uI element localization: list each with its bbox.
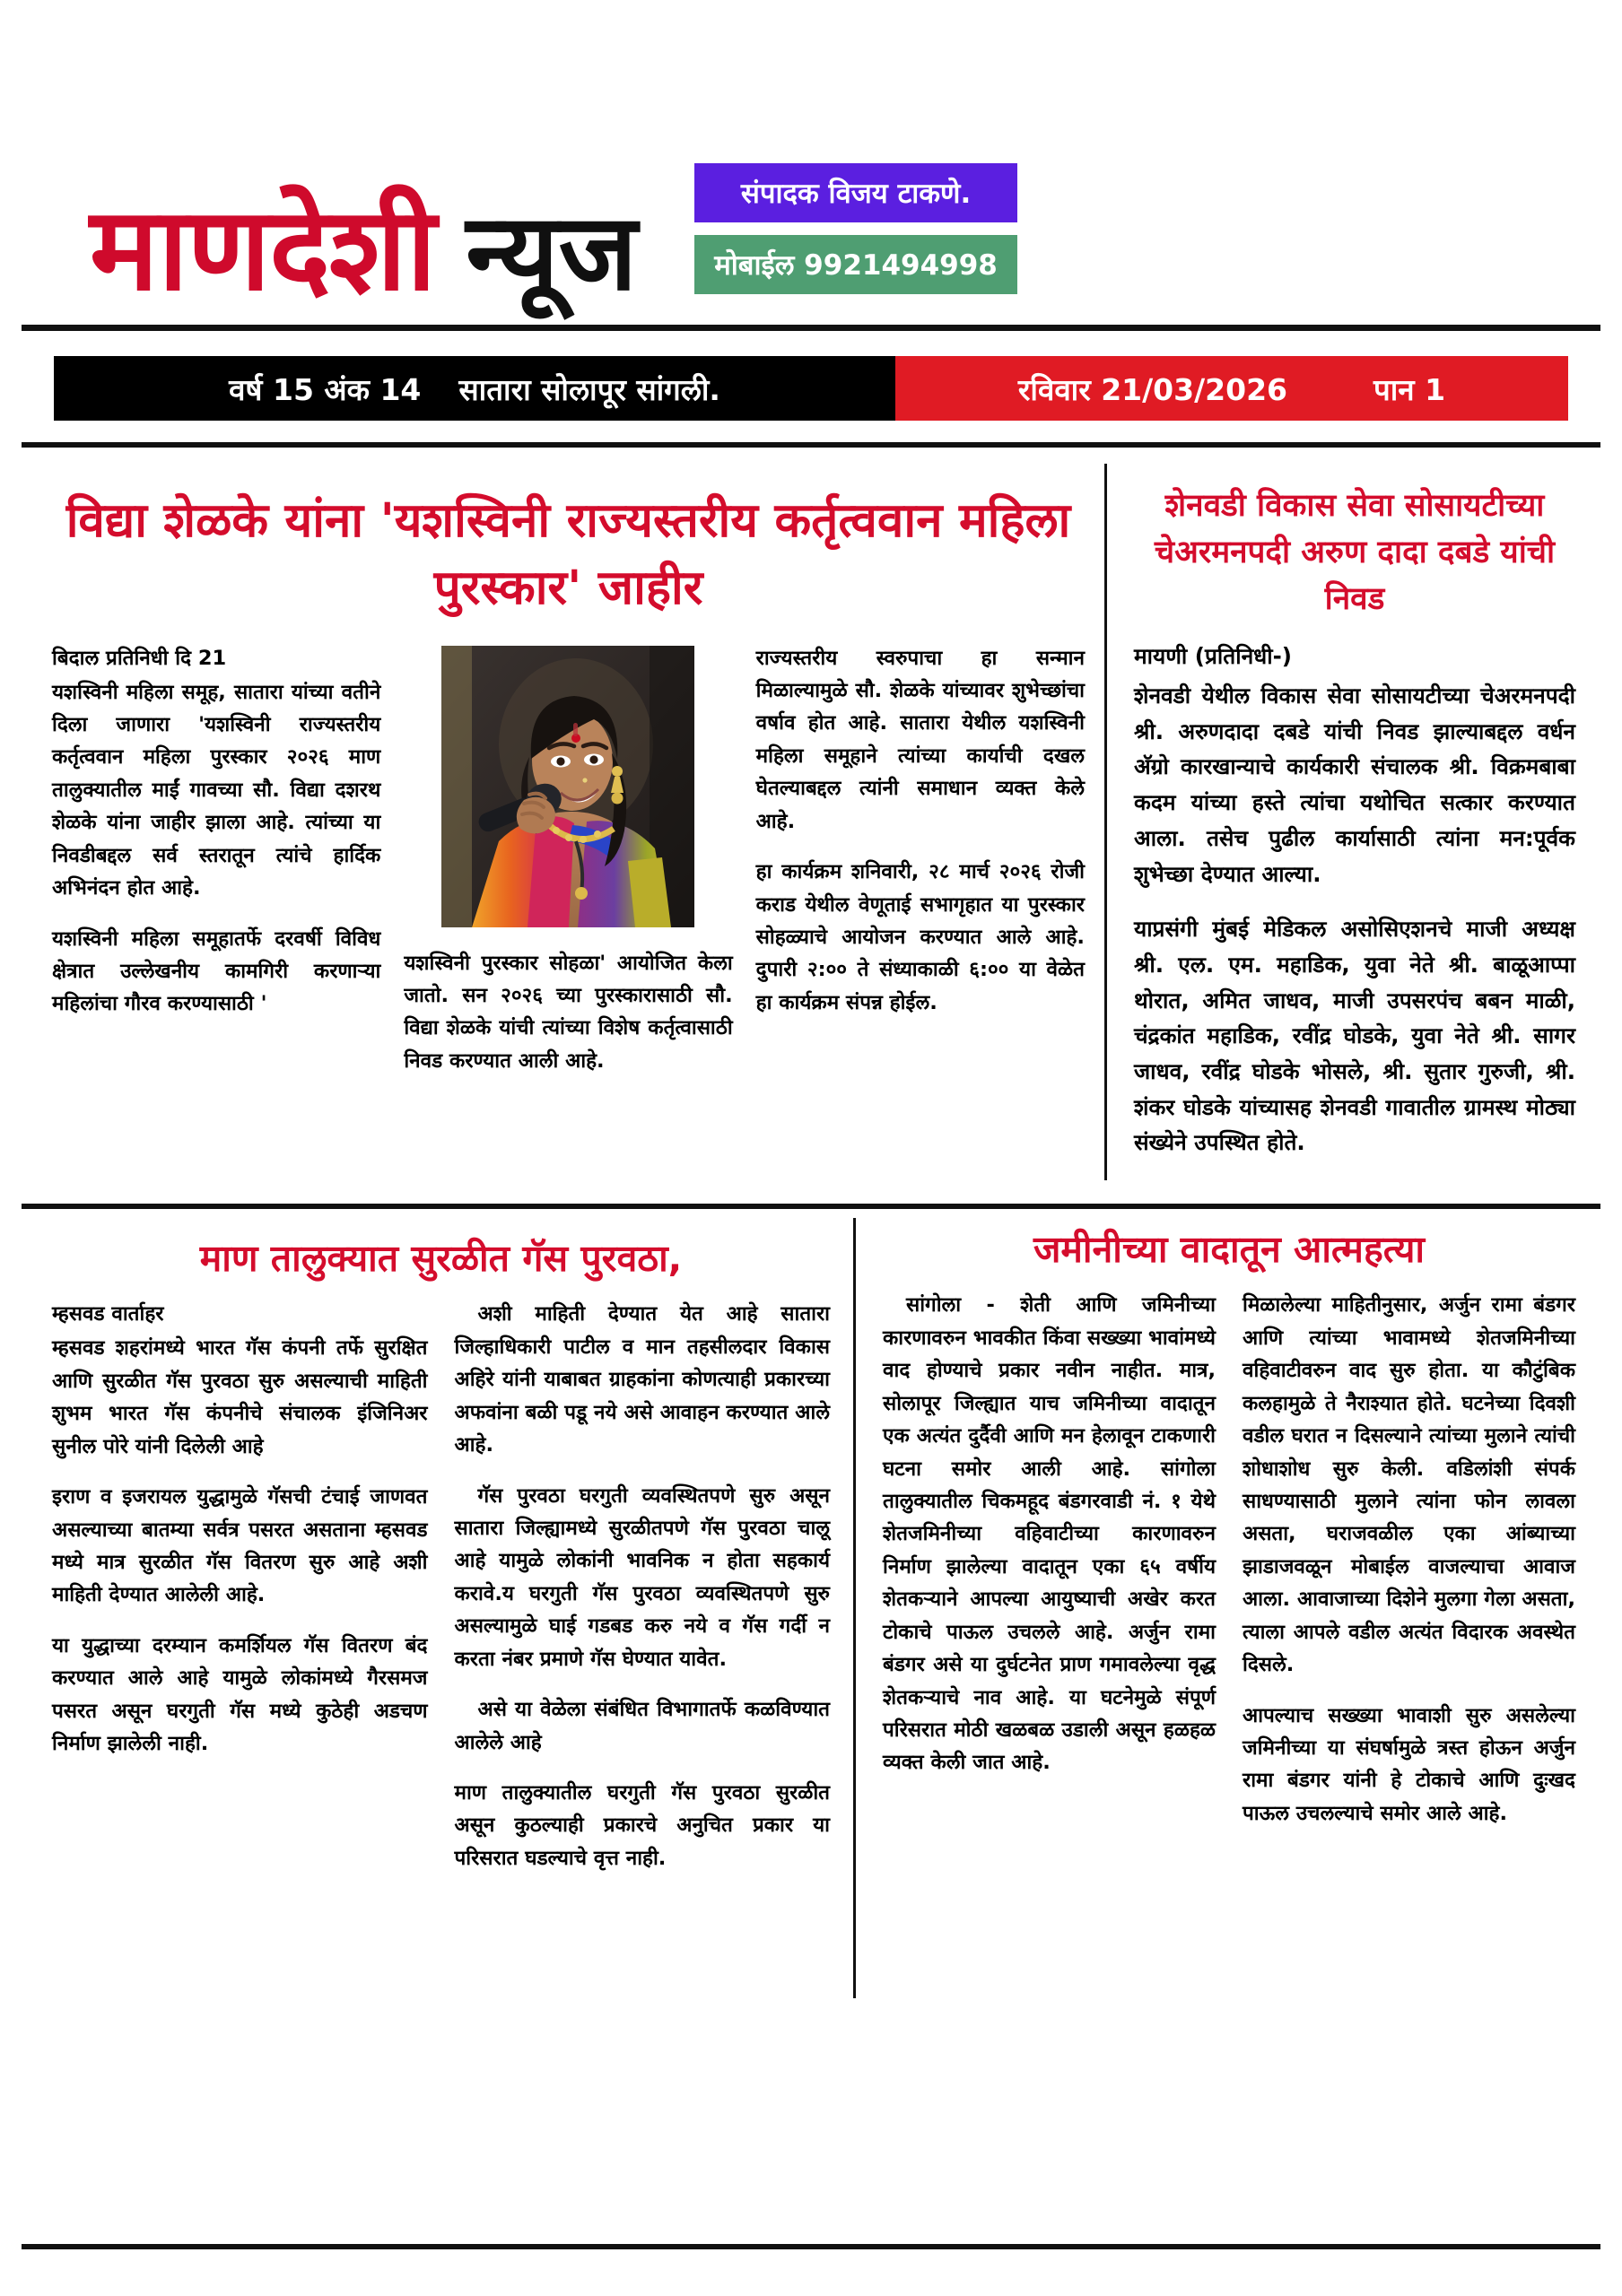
lead-story-byline: बिदाल प्रतिनिधी दि 21 [52, 646, 227, 670]
gas-story-columns [52, 1298, 830, 1874]
gas-story-col1-para2: इराण व इजरायल युद्धामुळे गॅसची टंचाई जाणवत असल्याच्या बातम्या सर्वत्र पसरत असताना म्हसवड मध्ये मात्र सुरळीत गॅस वितरण सुरु आहे अशी माहिती देण्यात आलेली आहे. [52, 1485, 428, 1607]
publication-date: रविवार 21/03/2026 [1017, 371, 1287, 407]
side-story-headline: शेनवडी विकास सेवा सोसायटीच्या चेअरमनपदी अरुण दादा दबडे यांची निवड [1154, 488, 1556, 617]
region-label: सातारा सोलापूर सांगली. [458, 371, 720, 407]
gas-story-col2-para1: अशी माहिती देण्यात येत आहे सातारा जिल्हाधिकारी पाटील व मान तहसीलदार विकास अहिरे यांनी याबाबत ग्राहकांना कोणत्याही प्रकारच्या अफवांना बळी पडू नये असे आवाहन करण्यात आले आहे. [454, 1302, 830, 1457]
gas-story-headline: माण तालुक्यात सुरळीत गॅस पुरवठा, [199, 1237, 683, 1281]
gas-story-col2-para4: माण तालुक्यातील घरगुती गॅस पुरवठा सुरळीत असून कुठल्याही प्रकारचे अनुचित प्रकार या परिसरात घडल्याचे वृत्त नाही. [454, 1781, 830, 1870]
suicide-story-column-1 [883, 1289, 1216, 1830]
side-story-para2: याप्रसंगी मुंबई मेडिकल असोसिएशनचे माजी अध्यक्ष श्री. एल. एम. महाडिक, युवा नेते श्री. बाळूआप्पा थोरात, अमित जाधव, माजी उपसरपंच बबन माळी, चंद्रकांत महाडिक, रवींद्र घोडके, युवा नेते श्री. सागर जाधव, रवींद्र घोडके भोसले, श्री. सुतार गुरुजी, श्री. शंकर घोडके यांच्यासह शेनवडी गावातील ग्रामस्थ मोठ्या संख्येने उपस्थित होते. [1134, 916, 1575, 1156]
side-story-dateline: मायणी (प्रतिनिधी-) [1134, 643, 1292, 670]
page-number: पान 1 [1373, 371, 1446, 407]
lead-story-photo-caption: यशस्विनी पुरस्कार सोहळा' आयोजित केला जातो. सन २०२६ च्या पुरस्कारासाठी सौ. विद्या शेळके यांची त्यांच्या विशेष कर्तृत्वासाठी निवड करण्यात आली आहे. [404, 951, 733, 1073]
page-bottom-rule [22, 2244, 1600, 2249]
lead-story-col1-para2: यशस्विनी महिला समूहातर्फे दरवर्षी विविध क्षेत्रात उल्लेखनीय कामगिरी करणाऱ्या महिलांचा गौरव करण्यासाठी ' [52, 926, 381, 1016]
gas-supply-story [22, 1218, 856, 1998]
date-bar-right [895, 356, 1568, 421]
side-story-para1: शेनवडी येथील विकास सेवा सोसायटीच्या चेअरमनपदी श्री. अरुणदादा दबडे यांची निवड झाल्याबद्दल वर्धन अ‍ॅग्रो कारखान्याचे कार्यकारी संचालक श्री. विक्रमबाबा कदम यांच्या हस्ते त्यांचा यथोचित सत्कार करण्यात आला. तसेच पुढील कार्यासाठी त्यांना मन:पूर्वक शुभेच्छा देण्यात आल्या. [1134, 683, 1575, 887]
suicide-story-columns [883, 1289, 1575, 1830]
volume-issue: वर्ष 15 अंक 14 [229, 371, 422, 407]
mobile-badge: मोबाईल 9921494998 [694, 235, 1017, 294]
lead-story-col3-para1: राज्यस्तरीय स्वरुपाचा हा सन्मान मिळाल्यामुळे सौ. शेळके यांच्यावर शुभेच्छांचा वर्षाव होत आहे. सातारा येथील यशस्विनी महिला समूहाने त्यांच्या कार्याची दखल घेतल्याबद्दल त्यांनी समाधान व्यक्त केले आहे. [755, 646, 1085, 833]
land-dispute-story [856, 1218, 1600, 1998]
title-word-black: न्यूज [466, 190, 638, 315]
lead-story-columns [52, 642, 1085, 1098]
lead-story-col3-para2: हा कार्यक्रम शनिवारी, २८ मार्च २०२६ रोजी कराड येथील वेणूताई सभागृहात या पुरस्कार सोहळ्याचे आयोजन करण्यात आले आहे. दुपारी २:०० ते संध्याकाळी ६:०० या वेळेत हा कार्यक्रम संपन्न होईल. [755, 860, 1085, 1014]
lead-story-column-1 [52, 642, 380, 1098]
award-winner-photo [441, 646, 694, 927]
lead-story-column-3 [756, 642, 1085, 1098]
newspaper-title [90, 183, 638, 317]
masthead-divider [22, 325, 1600, 331]
lead-story-col1-para1: यशस्विनी महिला समूह, सातारा यांच्या वतीने दिला जाणारा 'यशस्विनी राज्यस्तरीय कर्तृत्ववान महिला पुरस्कार २०२६ माण तालुक्यातील माईं गावच्या सौ. विद्या दशरथ शेळके यांना जाहीर झाला आहे. त्यांच्या या निवडीबद्दल सर्व स्तरातून त्यांचे हार्दिक अभिनंदन होत आहे. [52, 680, 381, 900]
suicide-story-headline: जमीनीच्या वादातून आत्महत्या [1033, 1228, 1426, 1272]
masthead-badges [694, 163, 1017, 294]
side-story [1107, 464, 1600, 1180]
lead-story-headline: विद्या शेळके यांना 'यशस्विनी राज्यस्तरीय कर्तृत्ववान महिला पुरस्कार' जाहीर [65, 493, 1071, 616]
suicide-story-col1-para1: सांगोला - शेती आणि जमिनीच्या कारणावरुन भावकीत किंवा सख्ख्या भावांमध्ये वाद होण्याचे प्रकार नवीन नाहीत. मात्र, सोलापूर जिल्ह्यात याच जमिनीच्या वादातून एक अत्यंत दुर्दैवी आणि मन हेलावून टाकणारी घटना समोर आली आहे. सांगोला तालुक्यातील चिकमहूद बंडगरवाडी नं. १ येथे शेतजमिनीच्या वहिवाटीच्या कारणावरुन निर्माण झालेल्या वादातून एका ६५ वर्षीय शेतकऱ्याने आपल्या आयुष्याची अखेर करत टोकाचे पाऊल उचलले आहे. अर्जुन रामा बंडगर असे या दुर्घटनेत प्राण गमावलेल्या वृद्ध शेतकऱ्याचे नाव आहे. या घटनेमुळे संपूर्ण परिसरात मोठी खळबळ उडाली असून हळहळ व्यक्त केली जात आहे. [883, 1293, 1216, 1775]
suicide-story-col2-para2: आपल्याच सख्ख्या भावाशी सुरु असलेल्या जमिनीच्या या संघर्षामुळे त्रस्त होऊन अर्जुन रामा बंडगर यांनी हे टोकाचे आणि दुःखद पाऊल उचलल्याचे समोर आले आहे. [1243, 1703, 1575, 1825]
editor-badge: संपादक विजय टाकणे. [694, 163, 1017, 222]
gas-story-byline: म्हसवड वार्ताहर [52, 1302, 164, 1326]
gas-story-col1-para3: या युद्धाच्या दरम्यान कमर्शियल गॅस वितरण बंद करण्यात आले आहे यामुळे लोकांमध्ये गैरसमज पसरत असून घरगुती गॅस मध्ये कुठेही अडचण निर्माण झालेली नाही. [52, 1633, 428, 1756]
date-bar [54, 356, 1568, 421]
date-bar-left [54, 356, 895, 421]
lead-story-column-2 [404, 642, 732, 1098]
title-word-red: माणदेशी [90, 183, 436, 317]
suicide-story-col2-para1: मिळालेल्या माहितीनुसार, अर्जुन रामा बंडगर आणि त्यांच्या भावामध्ये शेतजमिनीच्या वहिवाटीवरुन वाद सुरु होता. या कौटुंबिक कलहामुळे ते नैराश्यात होते. घटनेच्या दिवशी वडील घरात न दिसल्याने त्यांच्या मुलाने त्यांची शोधाशोध सुरु केली. वडिलांशी संपर्क साधण्यासाठी मुलाने त्यांना फोन लावला असता, घराजवळील एका आंब्याच्या झाडाजवळून मोबाईल वाजल्याचा आवाज आला. आवाजाच्या दिशेने मुलगा गेला असता, त्याला आपले वडील अत्यंत विदारक अवस्थेत दिसले. [1243, 1293, 1575, 1677]
gas-story-col1-para1: म्हसवड शहरांमध्ये भारत गॅस कंपनी तर्फे सुरक्षित आणि सुरळीत गॅस पुरवठा सुरु असल्याची माहिती शुभम भारत गॅस कंपनीचे संचालक इंजिनिअर सुनील पोरे यांनी दिलेली आहे [52, 1336, 428, 1458]
gas-story-col2-para3: असे या वेळेला संबंधित विभागातर्फे कळविण्यात आलेले आहे [454, 1698, 830, 1754]
lead-story [22, 464, 1107, 1180]
bottom-section [22, 1209, 1600, 1998]
top-section [22, 448, 1600, 1180]
masthead [0, 0, 1622, 317]
lead-story-photo-wrap [404, 646, 732, 927]
gas-story-col2-para2: गॅस पुरवठा घरगुती व्यवस्थितपणे सुरु असून सातारा जिल्ह्यामध्ये सुरळीतपणे गॅस पुरवठा चालू आहे यामुळे लोकांनी भावनिक न होता सहकार्य करावे.य घरगुती गॅस पुरवठा व्यवस्थितपणे सुरु असल्यामुळे घाई गडबड करु नये व गॅस गर्दी न करता नंबर प्रमाणे गॅस घेण्यात यावेत. [454, 1483, 830, 1671]
gas-story-column-1 [52, 1298, 428, 1874]
gas-story-column-2 [455, 1298, 831, 1874]
suicide-story-column-2 [1243, 1289, 1575, 1830]
